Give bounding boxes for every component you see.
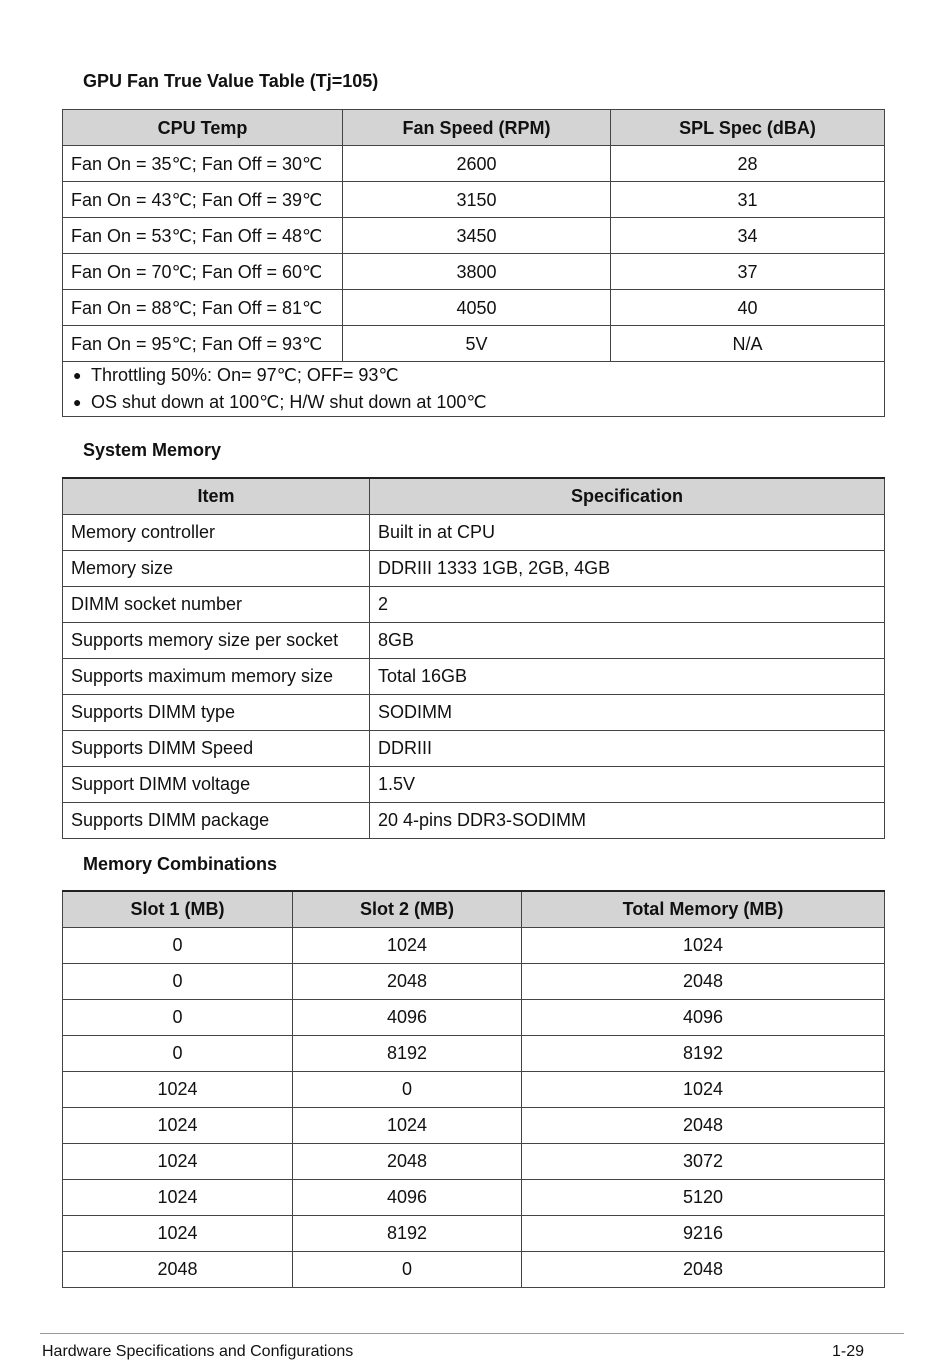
table-cell: 28 xyxy=(611,146,885,182)
table-cell: 3450 xyxy=(343,218,611,254)
table-cell: 20 4-pins DDR3-SODIMM xyxy=(370,802,885,838)
column-header: CPU Temp xyxy=(63,110,343,146)
table-row xyxy=(63,326,885,362)
table-row xyxy=(63,658,885,694)
note-text: OS shut down at 100℃; H/W shut down at 100℃ xyxy=(91,392,487,412)
table-cell: 1024 xyxy=(63,1215,293,1251)
table-cell: 2048 xyxy=(522,963,885,999)
table-row xyxy=(63,1251,885,1287)
table-cell: 5120 xyxy=(522,1179,885,1215)
table-cell: 4096 xyxy=(522,999,885,1035)
table-row xyxy=(63,514,885,550)
table-cell: 8192 xyxy=(293,1215,522,1251)
table-row xyxy=(63,730,885,766)
footer-divider xyxy=(40,1333,904,1334)
table-row xyxy=(63,963,885,999)
table-cell: 1024 xyxy=(63,1179,293,1215)
bullet-icon: ● xyxy=(73,367,82,383)
memory-table xyxy=(62,477,885,839)
table-cell: 2048 xyxy=(293,1143,522,1179)
table-cell: Fan On = 88℃; Fan Off = 81℃ xyxy=(63,290,343,326)
table-cell: 2048 xyxy=(522,1107,885,1143)
table-cell: Supports maximum memory size xyxy=(63,658,370,694)
fan-table xyxy=(62,109,885,417)
table-row xyxy=(63,622,885,658)
table-cell: Support DIMM voltage xyxy=(63,766,370,802)
fan-table-title: GPU Fan True Value Table (Tj=105) xyxy=(83,71,379,91)
table-row xyxy=(63,550,885,586)
table-cell: 0 xyxy=(293,1071,522,1107)
column-header: Fan Speed (RPM) xyxy=(343,110,611,146)
table-row xyxy=(63,694,885,730)
table-row xyxy=(63,1107,885,1143)
combo-table-title: Memory Combinations xyxy=(83,854,278,874)
table-cell: Supports DIMM type xyxy=(63,694,370,730)
table-header-row xyxy=(63,110,885,146)
table-cell: 0 xyxy=(293,1251,522,1287)
table-cell: Fan On = 95℃; Fan Off = 93℃ xyxy=(63,326,343,362)
table-cell: 2048 xyxy=(522,1251,885,1287)
table-cell: Fan On = 43℃; Fan Off = 39℃ xyxy=(63,182,343,218)
table-cell: Supports DIMM package xyxy=(63,802,370,838)
table-cell: 3150 xyxy=(343,182,611,218)
column-header: Specification xyxy=(370,478,885,514)
table-row xyxy=(63,766,885,802)
table-cell: 1.5V xyxy=(370,766,885,802)
table-cell: 1024 xyxy=(63,1071,293,1107)
table-cell: 4050 xyxy=(343,290,611,326)
notes-row xyxy=(63,362,885,417)
table-cell: Supports memory size per socket xyxy=(63,622,370,658)
column-header: Total Memory (MB) xyxy=(522,891,885,927)
column-header: SPL Spec (dBA) xyxy=(611,110,885,146)
table-cell: Supports DIMM Speed xyxy=(63,730,370,766)
column-header: Slot 1 (MB) xyxy=(63,891,293,927)
column-header: Slot 2 (MB) xyxy=(293,891,522,927)
column-header: Item xyxy=(63,478,370,514)
table-cell: Fan On = 53℃; Fan Off = 48℃ xyxy=(63,218,343,254)
table-row xyxy=(63,927,885,963)
table-row xyxy=(63,1071,885,1107)
table-cell: 8192 xyxy=(293,1035,522,1071)
table-cell: 1024 xyxy=(293,1107,522,1143)
table-cell: 1024 xyxy=(293,927,522,963)
table-row xyxy=(63,1143,885,1179)
table-row xyxy=(63,1179,885,1215)
table-row xyxy=(63,218,885,254)
combo-table xyxy=(62,890,885,1288)
table-cell: DDRIII 1333 1GB, 2GB, 4GB xyxy=(370,550,885,586)
table-cell: 0 xyxy=(63,963,293,999)
table-cell: 9216 xyxy=(522,1215,885,1251)
table-row xyxy=(63,1035,885,1071)
table-cell: 37 xyxy=(611,254,885,290)
table-cell: 3800 xyxy=(343,254,611,290)
list-item xyxy=(71,389,876,416)
table-header-row xyxy=(63,478,885,514)
table-cell: 1024 xyxy=(63,1107,293,1143)
table-cell: 2600 xyxy=(343,146,611,182)
note-text: Throttling 50%: On= 97℃; OFF= 93℃ xyxy=(91,365,399,385)
table-cell: Memory controller xyxy=(63,514,370,550)
memory-table-title: System Memory xyxy=(83,440,222,460)
table-cell: 5V xyxy=(343,326,611,362)
footer-section-title: Hardware Specifications and Configurations xyxy=(42,1343,354,1360)
list-item xyxy=(71,362,876,389)
table-cell: 8192 xyxy=(522,1035,885,1071)
table-row xyxy=(63,1215,885,1251)
table-cell: 0 xyxy=(63,1035,293,1071)
table-cell: DIMM socket number xyxy=(63,586,370,622)
table-cell: 8GB xyxy=(370,622,885,658)
table-cell: 1024 xyxy=(522,1071,885,1107)
table-row xyxy=(63,999,885,1035)
table-row xyxy=(63,182,885,218)
table-cell: 34 xyxy=(611,218,885,254)
table-cell: 40 xyxy=(611,290,885,326)
table-cell: 2048 xyxy=(63,1251,293,1287)
table-header-row xyxy=(63,891,885,927)
table-row xyxy=(63,586,885,622)
table-row xyxy=(63,802,885,838)
table-cell: Memory size xyxy=(63,550,370,586)
table-row xyxy=(63,146,885,182)
table-cell: Total 16GB xyxy=(370,658,885,694)
table-cell: SODIMM xyxy=(370,694,885,730)
table-cell: 4096 xyxy=(293,999,522,1035)
page-number: 1-29 xyxy=(831,1343,864,1360)
table-row xyxy=(63,254,885,290)
notes-cell xyxy=(63,362,885,417)
table-cell: 2048 xyxy=(293,963,522,999)
table-cell: 1024 xyxy=(63,1143,293,1179)
table-cell: Built in at CPU xyxy=(370,514,885,550)
table-cell: Fan On = 35℃; Fan Off = 30℃ xyxy=(63,146,343,182)
table-cell: 2 xyxy=(370,586,885,622)
table-cell: 31 xyxy=(611,182,885,218)
table-row xyxy=(63,290,885,326)
table-cell: N/A xyxy=(611,326,885,362)
table-cell: 3072 xyxy=(522,1143,885,1179)
table-cell: 0 xyxy=(63,927,293,963)
table-cell: DDRIII xyxy=(370,730,885,766)
table-cell: 0 xyxy=(63,999,293,1035)
bullet-icon: ● xyxy=(73,394,82,410)
table-cell: 1024 xyxy=(522,927,885,963)
notes-list xyxy=(71,362,876,416)
table-cell: Fan On = 70℃; Fan Off = 60℃ xyxy=(63,254,343,290)
table-cell: 4096 xyxy=(293,1179,522,1215)
